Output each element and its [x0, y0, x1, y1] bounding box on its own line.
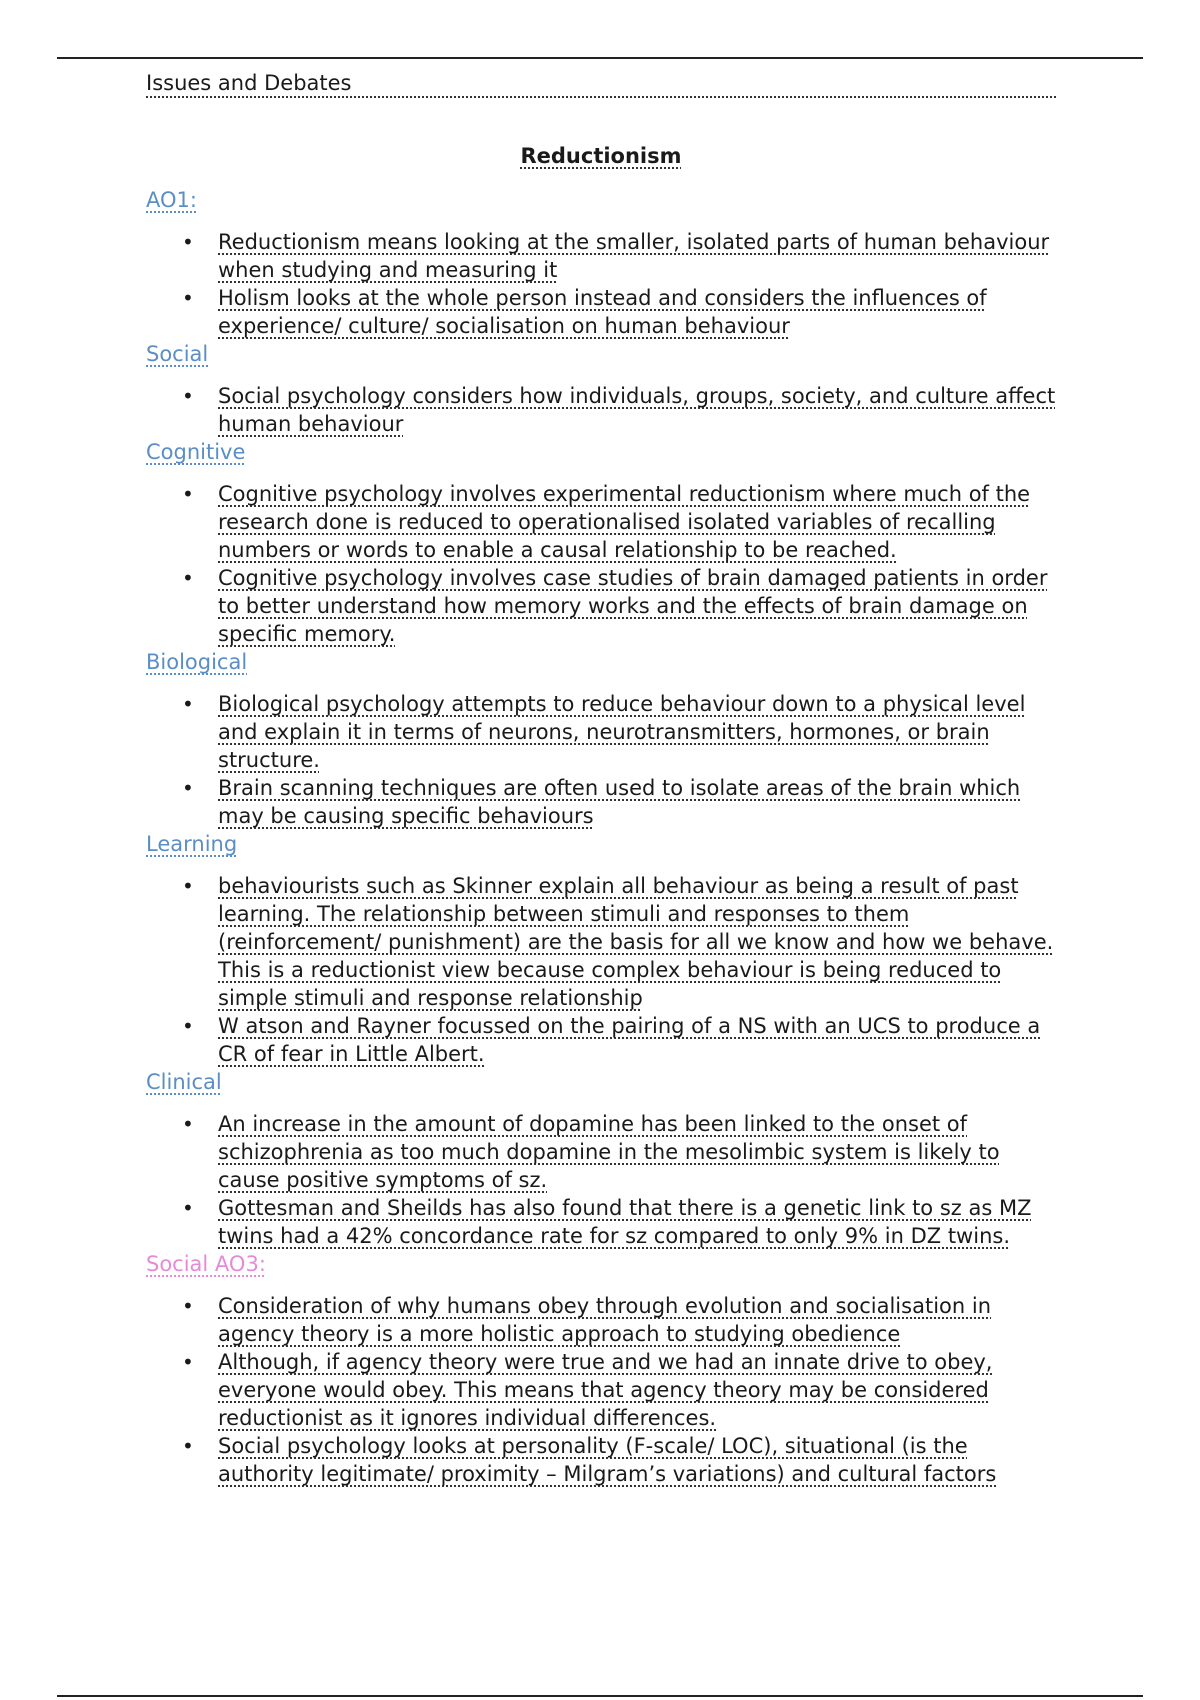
- list-item: • Reductionism means looking at the smaller, isolated parts of human behaviour when studying and measuring it: [182, 230, 1050, 282]
- section-heading: Cognitive: [146, 440, 246, 464]
- bullet-icon: •: [182, 1350, 194, 1374]
- section-heading: Social AO3:: [146, 1252, 266, 1276]
- top-rule: [57, 57, 1143, 59]
- bottom-rule: [57, 1695, 1143, 1697]
- section-heading: Social: [146, 342, 209, 366]
- section-heading: Biological: [146, 650, 248, 674]
- bullet-icon: •: [182, 566, 194, 590]
- list-item: • Biological psychology attempts to reduce behaviour down to a physical level and explain it in terms of neurons, neurotransmitters, hormones, or brain structure.: [182, 692, 1026, 772]
- section-biological: [146, 648, 1056, 830]
- section-heading: Learning: [146, 832, 238, 856]
- bullet-list: [146, 1110, 1056, 1250]
- bullet-icon: •: [182, 692, 194, 716]
- running-header: Issues and Debates: [146, 70, 1056, 98]
- section-heading: Clinical: [146, 1070, 222, 1094]
- bullet-list: [146, 1292, 1056, 1488]
- section-social: [146, 340, 1056, 438]
- section-heading: AO1:: [146, 188, 197, 212]
- bullet-list: [146, 382, 1056, 438]
- bullet-icon: •: [182, 1014, 194, 1038]
- list-item: • Consideration of why humans obey through evolution and socialisation in agency theory is a more holistic approach to studying obedience: [182, 1294, 992, 1346]
- document-title-text: Reductionism: [520, 144, 682, 168]
- list-item: • Social psychology considers how individuals, groups, society, and culture affect human behaviour: [182, 384, 1056, 436]
- bullet-list: [146, 228, 1056, 340]
- list-item: • Holism looks at the whole person instead and considers the influences of experience/ culture/ socialisation on human behaviour: [182, 286, 987, 338]
- list-item: • W atson and Rayner focussed on the pairing of a NS with an UCS to produce a CR of fear in Little Albert.: [182, 1014, 1041, 1066]
- section-learning: [146, 830, 1056, 1068]
- bullet-icon: •: [182, 1112, 194, 1136]
- bullet-icon: •: [182, 482, 194, 506]
- bullet-icon: •: [182, 384, 194, 408]
- section-ao1: [146, 186, 1056, 340]
- list-item: • Cognitive psychology involves experimental reductionism where much of the research done is reduced to operationalised isolated variables of recalling numbers or words to enable a causal relationship to be reached.: [182, 482, 1031, 562]
- list-item: • Cognitive psychology involves case studies of brain damaged patients in order to better understand how memory works and the effects of brain damage on specific memory.: [182, 566, 1048, 646]
- bullet-icon: •: [182, 1294, 194, 1318]
- bullet-list: [146, 690, 1056, 830]
- section-cognitive: [146, 438, 1056, 648]
- list-item: • Although, if agency theory were true and we had an innate drive to obey, everyone would obey. This means that agency theory may be considered reductionist as it ignores individual differences.: [182, 1350, 993, 1430]
- list-item: • Gottesman and Sheilds has also found that there is a genetic link to sz as MZ twins had a 42% concordance rate for sz compared to only 9% in DZ twins.: [182, 1196, 1032, 1248]
- bullet-list: [146, 480, 1056, 648]
- document-body: [146, 142, 1056, 1488]
- bullet-icon: •: [182, 776, 194, 800]
- list-item: • behaviourists such as Skinner explain all behaviour as being a result of past learning. The relationship between stimuli and responses to them (reinforcement/ punishment) are the basis for all we know and how we behave. This is a reductionist view because complex behaviour is being reduced to simple stimuli and response relationship: [182, 874, 1054, 1010]
- bullet-icon: •: [182, 1434, 194, 1458]
- bullet-icon: •: [182, 230, 194, 254]
- bullet-list: [146, 872, 1056, 1068]
- section-social-ao3: [146, 1250, 1056, 1488]
- bullet-icon: •: [182, 286, 194, 310]
- section-clinical: [146, 1068, 1056, 1250]
- bullet-icon: •: [182, 1196, 194, 1220]
- list-item: • An increase in the amount of dopamine has been linked to the onset of schizophrenia as too much dopamine in the mesolimbic system is likely to cause positive symptoms of sz.: [182, 1112, 1000, 1192]
- list-item: • Social psychology looks at personality (F-scale/ LOC), situational (is the authority legitimate/ proximity – Milgram’s variations) and cultural factors: [182, 1434, 997, 1486]
- list-item: • Brain scanning techniques are often used to isolate areas of the brain which may be causing specific behaviours: [182, 776, 1021, 828]
- document-title: [146, 142, 1056, 170]
- bullet-icon: •: [182, 874, 194, 898]
